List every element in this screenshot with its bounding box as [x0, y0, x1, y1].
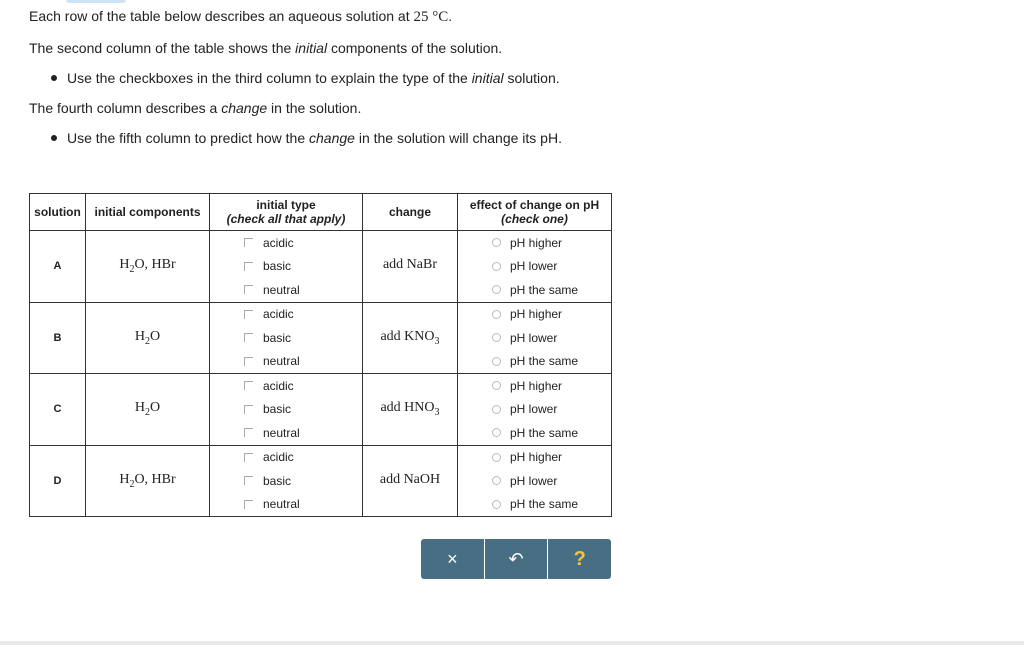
- type-option-basic[interactable]: basic: [210, 326, 362, 350]
- radio-button[interactable]: [492, 310, 501, 319]
- type-options: [210, 445, 363, 517]
- bullet-1: Use the checkboxes in the third column to explain the type of the initial solution.: [51, 70, 560, 86]
- checkbox[interactable]: [244, 381, 253, 390]
- action-button-bar: [421, 539, 611, 579]
- change-cell: add $HNO_3$: [363, 374, 458, 446]
- table-row: [30, 445, 612, 517]
- help-button[interactable]: [548, 539, 611, 579]
- initial-components: $H_2O$: [86, 302, 210, 374]
- radio-button[interactable]: [492, 285, 501, 294]
- initial-components: $H_2O$, HBr: [86, 445, 210, 517]
- header-components: initial components: [86, 194, 210, 231]
- type-option-neutral[interactable]: neutral: [210, 350, 362, 374]
- clear-button[interactable]: [421, 539, 485, 579]
- checkbox[interactable]: [244, 453, 253, 462]
- checkbox[interactable]: [244, 357, 253, 366]
- help-icon: ?: [573, 547, 586, 570]
- header-change: change: [363, 194, 458, 231]
- checkbox[interactable]: [244, 285, 253, 294]
- table-row: [30, 231, 612, 303]
- undo-icon: ↶: [508, 548, 524, 569]
- checkbox[interactable]: [244, 262, 253, 271]
- initial-components: $H_2O$: [86, 374, 210, 446]
- effect-options: [458, 445, 612, 517]
- effect-option-lower[interactable]: pH lower: [458, 326, 611, 350]
- checkbox[interactable]: [244, 333, 253, 342]
- type-option-acidic[interactable]: acidic: [210, 446, 362, 470]
- header-solution: solution: [30, 194, 86, 231]
- effect-options: [458, 231, 612, 303]
- type-options: [210, 374, 363, 446]
- type-option-acidic[interactable]: acidic: [210, 374, 362, 398]
- checkbox[interactable]: [244, 500, 253, 509]
- checkbox[interactable]: [244, 310, 253, 319]
- effect-option-same[interactable]: pH the same: [458, 350, 611, 374]
- type-option-basic[interactable]: basic: [210, 255, 362, 279]
- type-option-basic[interactable]: basic: [210, 398, 362, 422]
- top-accent-strip: [66, 0, 126, 3]
- change-cell: add NaOH: [363, 445, 458, 517]
- radio-button[interactable]: [492, 333, 501, 342]
- row-label: B: [30, 302, 86, 374]
- effect-option-lower[interactable]: pH lower: [458, 469, 611, 493]
- effect-option-lower[interactable]: pH lower: [458, 255, 611, 279]
- bullet-2: Use the fifth column to predict how the change in the solution will change its pH.: [51, 130, 562, 146]
- checkbox[interactable]: [244, 405, 253, 414]
- type-option-acidic[interactable]: acidic: [210, 303, 362, 327]
- effect-option-same[interactable]: pH the same: [458, 278, 611, 302]
- row-label: D: [30, 445, 86, 517]
- type-options: [210, 302, 363, 374]
- radio-button[interactable]: [492, 381, 501, 390]
- bottom-divider: [0, 641, 1024, 645]
- radio-button[interactable]: [492, 405, 501, 414]
- initial-components: $H_2O$, HBr: [86, 231, 210, 303]
- close-icon: ×: [447, 548, 458, 569]
- effect-option-higher[interactable]: pH higher: [458, 446, 611, 470]
- effect-option-higher[interactable]: pH higher: [458, 231, 611, 255]
- effect-option-same[interactable]: pH the same: [458, 493, 611, 517]
- type-options: [210, 231, 363, 303]
- radio-button[interactable]: [492, 500, 501, 509]
- radio-button[interactable]: [492, 262, 501, 271]
- solutions-table: [29, 193, 612, 517]
- radio-button[interactable]: [492, 476, 501, 485]
- table-row: [30, 302, 612, 374]
- effect-option-higher[interactable]: pH higher: [458, 303, 611, 327]
- effect-options: [458, 302, 612, 374]
- checkbox[interactable]: [244, 238, 253, 247]
- effect-option-higher[interactable]: pH higher: [458, 374, 611, 398]
- change-cell: add $KNO_3$: [363, 302, 458, 374]
- intro-line-1: Each row of the table below describes an aqueous solution at 25 °C.: [29, 8, 453, 25]
- type-option-acidic[interactable]: acidic: [210, 231, 362, 255]
- radio-button[interactable]: [492, 238, 501, 247]
- radio-button[interactable]: [492, 453, 501, 462]
- radio-button[interactable]: [492, 357, 501, 366]
- effect-options: [458, 374, 612, 446]
- undo-button[interactable]: [485, 539, 549, 579]
- row-label: A: [30, 231, 86, 303]
- effect-option-lower[interactable]: pH lower: [458, 398, 611, 422]
- checkbox[interactable]: [244, 476, 253, 485]
- table-row: [30, 374, 612, 446]
- change-cell: add NaBr: [363, 231, 458, 303]
- row-label: C: [30, 374, 86, 446]
- type-option-basic[interactable]: basic: [210, 469, 362, 493]
- intro-line-2: The second column of the table shows the initial components of the solution.: [29, 40, 503, 56]
- type-option-neutral[interactable]: neutral: [210, 493, 362, 517]
- header-type: initial type (check all that apply): [210, 194, 363, 231]
- effect-option-same[interactable]: pH the same: [458, 421, 611, 445]
- intro-line-3: The fourth column describes a change in the solution.: [29, 100, 362, 116]
- radio-button[interactable]: [492, 428, 501, 437]
- header-effect: effect of change on pH (check one): [458, 194, 612, 231]
- type-option-neutral[interactable]: neutral: [210, 278, 362, 302]
- table-header-row: [30, 194, 612, 231]
- checkbox[interactable]: [244, 428, 253, 437]
- type-option-neutral[interactable]: neutral: [210, 421, 362, 445]
